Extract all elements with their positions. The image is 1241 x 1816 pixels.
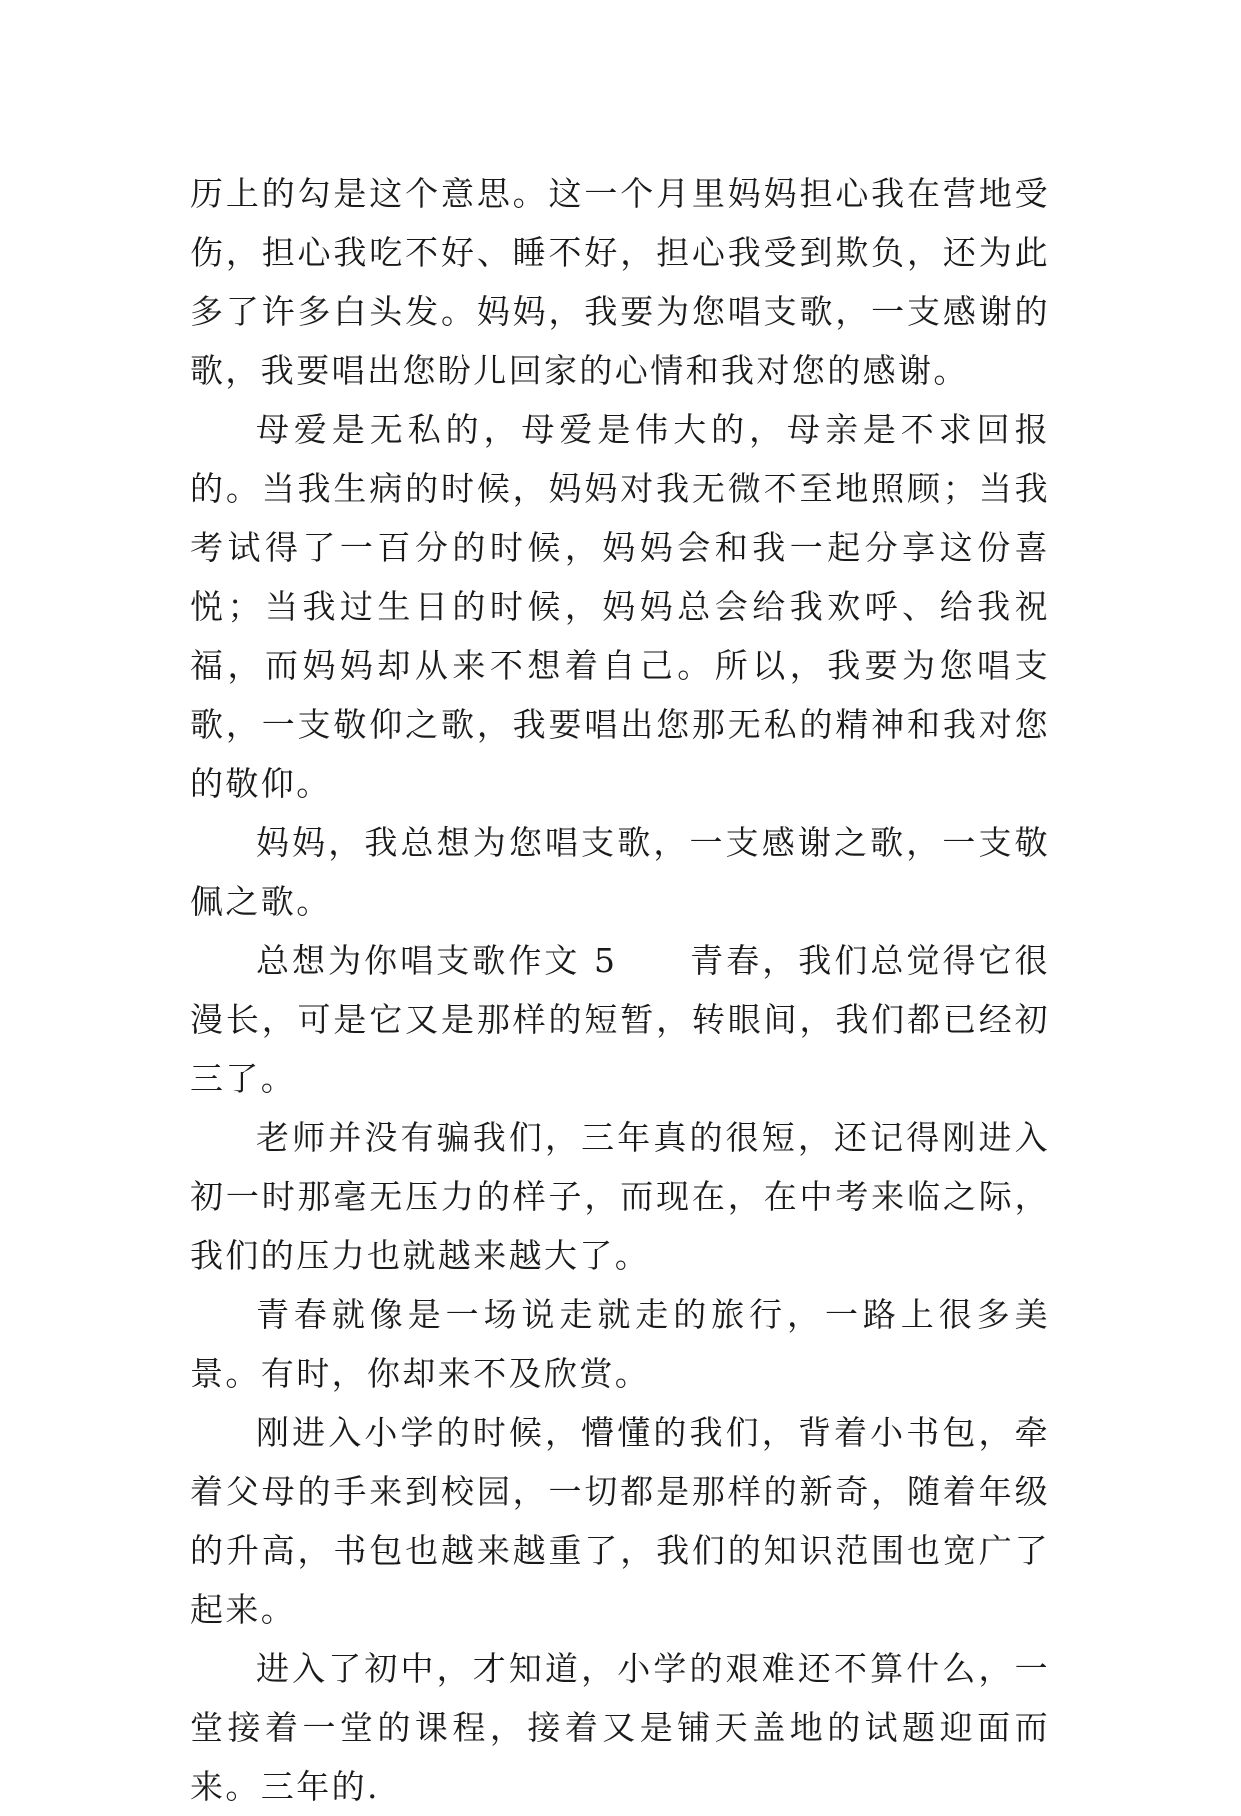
paragraph-6: 青春就像是一场说走就走的旅行，一路上很多美景。有时，你却来不及欣赏。 [190, 1295, 1050, 1393]
paragraph-7: 刚进入小学的时候，懵懂的我们，背着小书包，牵着父母的手来到校园，一切都是那样的新奇，随着年级的升高，书包也越来越重了，我们的知识范围也宽广了起来。 [190, 1413, 1050, 1629]
paragraph-3: 妈妈，我总想为您唱支歌，一支感谢之歌，一支敬佩之歌。 [190, 823, 1050, 921]
paragraph-8: 进入了初中，才知道，小学的艰难还不算什么，一堂接着一堂的课程，接着又是铺天盖地的试题迎面而来。三年的. [190, 1649, 1050, 1806]
paragraph-4: 总想为你唱支歌作文 5 青春，我们总觉得它很漫长，可是它又是那样的短暂，转眼间，我们都已经初三了。 [190, 941, 1050, 1098]
paragraph-1: 历上的勾是这个意思。这一个月里妈妈担心我在营地受伤，担心我吃不好、睡不好，担心我受到欺负，还为此多了许多白头发。妈妈，我要为您唱支歌，一支感谢的歌，我要唱出您盼儿回家的心情和我对您的感谢。 [190, 174, 1050, 390]
paragraph-2: 母爱是无私的，母爱是伟大的，母亲是不求回报的。当我生病的时候，妈妈对我无微不至地照顾；当我考试得了一百分的时候，妈妈会和我一起分享这份喜悦；当我过生日的时候，妈妈总会给我欢呼、给我祝福，而妈妈却从来不想着自己。所以，我要为您唱支歌，一支敬仰之歌，我要唱出您那无私的精神和我对您的敬仰。 [190, 410, 1050, 803]
document-body [190, 164, 1050, 1816]
paragraph-5: 老师并没有骗我们，三年真的很短，还记得刚进入初一时那毫无压力的样子，而现在，在中考来临之际，我们的压力也就越来越大了。 [190, 1118, 1050, 1275]
